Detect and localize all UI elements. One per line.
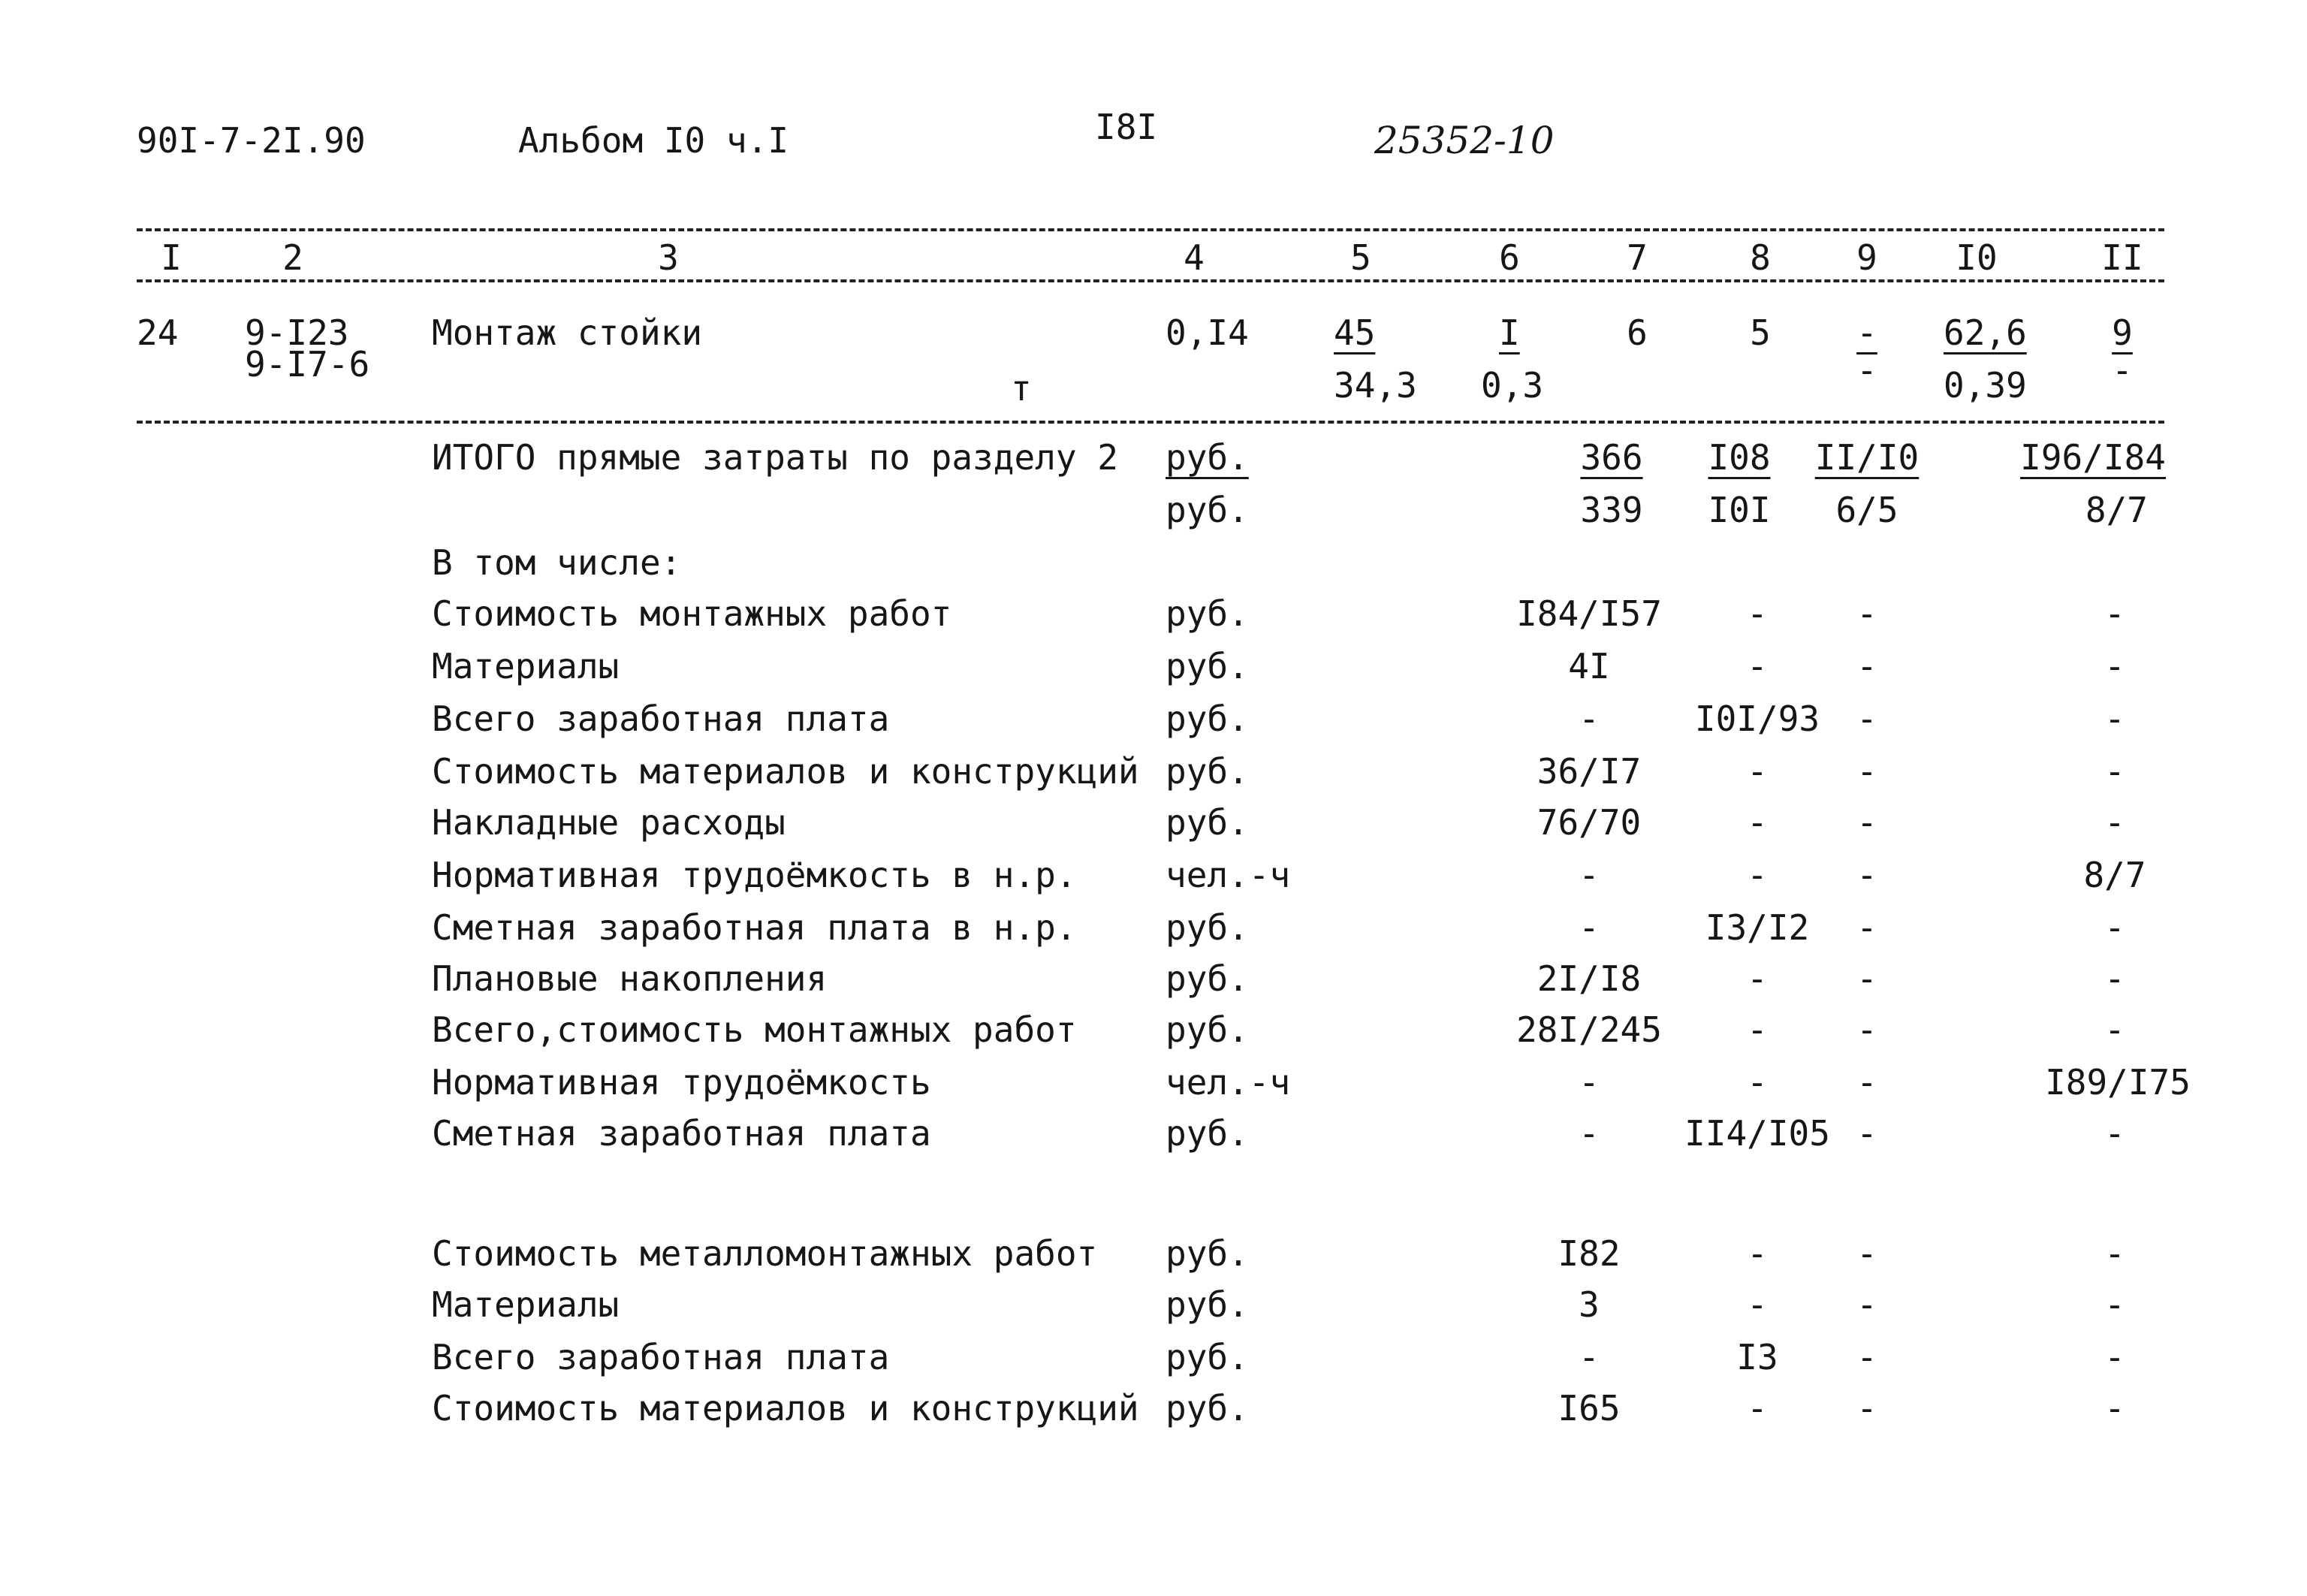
item-col10-bottom: 0,39 bbox=[1944, 365, 2027, 406]
column-number: I0 bbox=[1956, 237, 1998, 278]
row-col9: - bbox=[1856, 1284, 1877, 1325]
row-unit: руб. bbox=[1166, 802, 1249, 843]
row-unit: руб. bbox=[1166, 698, 1249, 739]
including-label: В том числе: bbox=[432, 542, 682, 583]
row-label: Материалы bbox=[432, 646, 620, 686]
row-label: Сметная заработная плата bbox=[432, 1113, 931, 1154]
row-col9: - bbox=[1856, 646, 1877, 686]
row-label: Стоимость материалов и конструкций bbox=[432, 751, 1139, 792]
header-top-rule bbox=[137, 228, 2164, 231]
row-col8: - bbox=[1747, 802, 1768, 843]
item-code-1: 9-I23 bbox=[245, 312, 349, 353]
row-col11: - bbox=[2104, 698, 2125, 739]
row-label: Стоимость монтажных работ bbox=[432, 593, 952, 634]
row-unit: руб. bbox=[1166, 907, 1249, 948]
row-label: Стоимость материалов и конструкций bbox=[432, 1388, 1139, 1429]
row-col11: I89/I75 bbox=[2045, 1062, 2191, 1103]
row-col7: 3 bbox=[1579, 1284, 1600, 1325]
row-label: Накладные расходы bbox=[432, 802, 786, 843]
row-col7: 36/I7 bbox=[1536, 751, 1642, 792]
row-col9: - bbox=[1856, 1388, 1877, 1429]
row-col8: I3 bbox=[1736, 1337, 1778, 1377]
row-col11: - bbox=[2104, 1284, 2125, 1325]
column-number: 7 bbox=[1627, 237, 1648, 278]
row-label: Плановые накопления bbox=[432, 958, 828, 999]
row-col9: - bbox=[1856, 802, 1877, 843]
row-col8: - bbox=[1747, 1062, 1768, 1103]
row-col7: I82 bbox=[1558, 1233, 1621, 1274]
row-unit: руб. bbox=[1166, 1113, 1249, 1154]
row-label: Всего заработная плата bbox=[432, 1337, 890, 1377]
row-col7: - bbox=[1579, 1113, 1600, 1154]
total-col8-bottom: I0I bbox=[1708, 490, 1771, 530]
row-col7: 28I/245 bbox=[1516, 1009, 1662, 1050]
row-col8: - bbox=[1747, 1233, 1768, 1274]
row-unit: чел.-ч bbox=[1166, 855, 1291, 895]
item-unit: т bbox=[1011, 368, 1032, 409]
item-col11-bottom: - bbox=[2112, 350, 2133, 391]
row-unit: руб. bbox=[1166, 958, 1249, 999]
row-unit: руб. bbox=[1166, 1337, 1249, 1377]
column-number: 6 bbox=[1499, 237, 1520, 278]
row-unit: руб. bbox=[1166, 751, 1249, 792]
item-col6-top: I bbox=[1499, 312, 1520, 353]
row-col8: - bbox=[1747, 958, 1768, 999]
item-col7: 6 bbox=[1627, 312, 1648, 353]
row-col9: - bbox=[1856, 1337, 1877, 1377]
row-col8: - bbox=[1747, 855, 1768, 895]
header-bottom-rule bbox=[137, 279, 2164, 282]
row-label: Материалы bbox=[432, 1284, 620, 1325]
total-col8-top: I08 bbox=[1708, 437, 1771, 478]
row-unit: руб. bbox=[1166, 1233, 1249, 1274]
row-col9: - bbox=[1856, 907, 1877, 948]
column-number: 2 bbox=[282, 237, 303, 278]
row-label: Всего заработная плата bbox=[432, 698, 890, 739]
row-col11: - bbox=[2104, 1233, 2125, 1274]
column-number: I bbox=[161, 237, 182, 278]
total-col9-top: II/I0 bbox=[1814, 437, 1919, 478]
row-col11: - bbox=[2104, 958, 2125, 999]
item-col8: 5 bbox=[1750, 312, 1771, 353]
row-col7: - bbox=[1579, 698, 1600, 739]
row-col11: - bbox=[2104, 751, 2125, 792]
row-unit: руб. bbox=[1166, 1388, 1249, 1429]
document-code: 90I-7-2I.90 bbox=[137, 120, 366, 161]
row-unit: чел.-ч bbox=[1166, 1062, 1291, 1103]
column-number: 4 bbox=[1184, 237, 1205, 278]
column-number: 9 bbox=[1856, 237, 1877, 278]
row-unit: руб. bbox=[1166, 1009, 1249, 1050]
item-name: Монтаж стойки bbox=[432, 312, 703, 353]
row-col7: - bbox=[1579, 855, 1600, 895]
row-label: Сметная заработная плата в н.р. bbox=[432, 907, 1077, 948]
row-col8: - bbox=[1747, 593, 1768, 634]
row-col11: - bbox=[2104, 593, 2125, 634]
row-col7: 4I bbox=[1568, 646, 1610, 686]
row-unit: руб. bbox=[1166, 1284, 1249, 1325]
row-col7: 2I/I8 bbox=[1536, 958, 1642, 999]
row-col7: 76/70 bbox=[1536, 802, 1642, 843]
column-number: 5 bbox=[1350, 237, 1371, 278]
item-col6-bottom: 0,3 bbox=[1481, 365, 1544, 406]
row-col8: II4/I05 bbox=[1684, 1113, 1830, 1154]
row-col8: - bbox=[1747, 646, 1768, 686]
page-number: I8I bbox=[1095, 107, 1158, 147]
row-col9: - bbox=[1856, 1009, 1877, 1050]
total-col9-bottom: 6/5 bbox=[1835, 490, 1898, 530]
row-col11: - bbox=[2104, 1388, 2125, 1429]
row-label: Нормативная трудоёмкость в н.р. bbox=[432, 855, 1077, 895]
row-col8: I3/I2 bbox=[1705, 907, 1810, 948]
row-col9: - bbox=[1856, 751, 1877, 792]
row-col8: I0I/93 bbox=[1694, 698, 1820, 739]
row-unit: руб. bbox=[1166, 646, 1249, 686]
row-col7: - bbox=[1579, 1062, 1600, 1103]
item-col11-top: 9 bbox=[2112, 312, 2133, 353]
column-number: 3 bbox=[658, 237, 679, 278]
row-label: Нормативная трудоёмкость bbox=[432, 1062, 931, 1103]
row-col9: - bbox=[1856, 698, 1877, 739]
row-col11: - bbox=[2104, 802, 2125, 843]
row-col7: - bbox=[1579, 1337, 1600, 1377]
row-col9: - bbox=[1856, 1062, 1877, 1103]
total-label: ИТОГО прямые затраты по разделу 2 bbox=[432, 437, 1118, 478]
row-col8: - bbox=[1747, 1388, 1768, 1429]
total-col11-top: I96/I84 bbox=[2020, 437, 2166, 478]
item-col10-top: 62,6 bbox=[1944, 312, 2027, 353]
row-col9: - bbox=[1856, 1113, 1877, 1154]
row-unit: руб. bbox=[1166, 593, 1249, 634]
row-col9: - bbox=[1856, 958, 1877, 999]
item-col5-bottom: 34,3 bbox=[1334, 365, 1417, 406]
row-col11: - bbox=[2104, 907, 2125, 948]
row-label: Стоимость металломонтажных работ bbox=[432, 1233, 1098, 1274]
row-col11: - bbox=[2104, 1337, 2125, 1377]
item-col9-top: - bbox=[1856, 312, 1877, 353]
row-col11: - bbox=[2104, 1009, 2125, 1050]
row-col11: - bbox=[2104, 1113, 2125, 1154]
row-col7: I84/I57 bbox=[1516, 593, 1662, 634]
row-col7: - bbox=[1579, 907, 1600, 948]
total-unit-2: руб. bbox=[1166, 490, 1249, 530]
column-number: II bbox=[2101, 237, 2143, 278]
total-col11-bottom: 8/7 bbox=[2085, 490, 2148, 530]
row-label: Всего,стоимость монтажных работ bbox=[432, 1009, 1077, 1050]
row-col8: - bbox=[1747, 1009, 1768, 1050]
item-bottom-rule bbox=[137, 421, 2164, 424]
row-col9: - bbox=[1856, 855, 1877, 895]
total-col7-bottom: 339 bbox=[1580, 490, 1643, 530]
inventory-number: 25352-10 bbox=[1374, 119, 1555, 162]
item-number: 24 bbox=[137, 312, 179, 353]
row-col11: - bbox=[2104, 646, 2125, 686]
row-col8: - bbox=[1747, 751, 1768, 792]
total-col7-top: 366 bbox=[1580, 437, 1643, 478]
album-label: Альбом I0 ч.I bbox=[518, 120, 789, 161]
item-col5-top: 45 bbox=[1334, 312, 1376, 353]
total-unit-1: руб. bbox=[1166, 437, 1249, 478]
row-col9: - bbox=[1856, 1233, 1877, 1274]
item-col9-bottom: - bbox=[1856, 350, 1877, 391]
item-code-2: 9-I7-6 bbox=[245, 344, 370, 385]
row-col11: 8/7 bbox=[2083, 855, 2146, 895]
row-col8: - bbox=[1747, 1284, 1768, 1325]
item-col4: 0,I4 bbox=[1166, 312, 1249, 353]
row-col7: I65 bbox=[1558, 1388, 1621, 1429]
column-number: 8 bbox=[1750, 237, 1771, 278]
row-col9: - bbox=[1856, 593, 1877, 634]
